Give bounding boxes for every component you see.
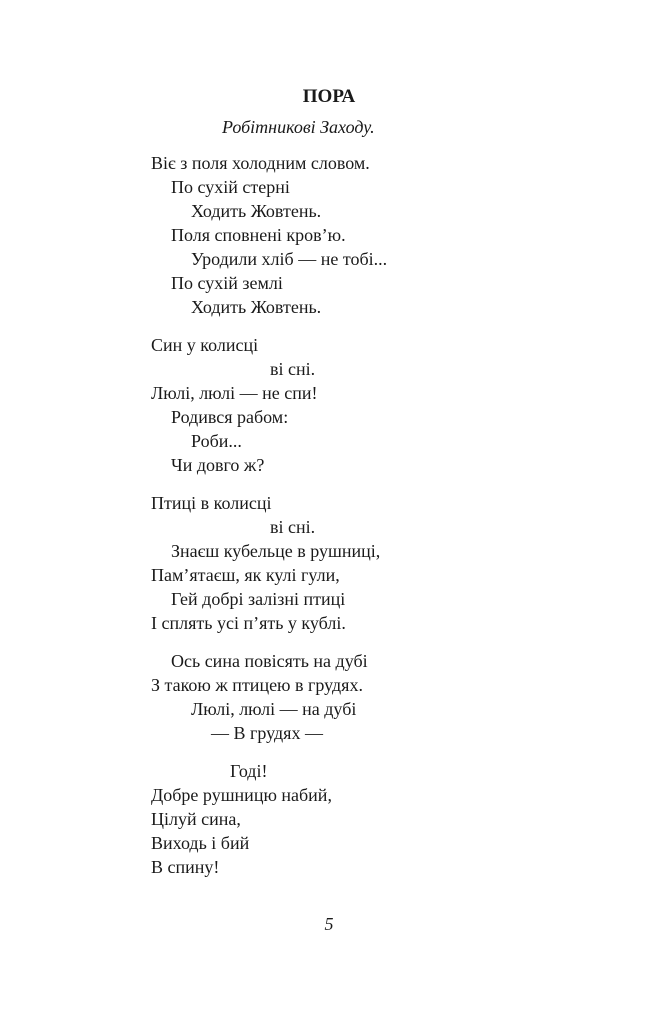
poem-line: Знаєш кубельце в рушниці, [171,541,381,561]
poem-line: Люлі, люлі — не спи! [151,383,318,403]
poem-line: Родився рабом: [171,407,289,427]
stanza-1 [151,151,571,319]
poem-body [151,151,571,893]
poem-line: Син у колисці [151,335,259,355]
poem-line: Ось сина повісять на дубі [171,651,368,671]
poem-line: Ходить Жовтень. [191,201,322,221]
poem-line: ві сні. [270,517,316,537]
poem-title: ПОРА [302,86,356,107]
poem-line: Поля сповнені кров’ю. [171,225,346,245]
poem-dedication: Робітникові Заходу. [222,117,375,137]
poem-line: З такою ж птицею в грудях. [151,675,363,695]
poem-line: — В грудях — [211,723,323,743]
poem-line: Цілуй сина, [151,809,241,829]
poem-line: Уродили хліб — не тобі... [191,249,388,269]
page-number: 5 [324,914,334,934]
poem-line: Ходить Жовтень. [191,297,322,317]
poem-line: Роби... [191,431,242,451]
poem-line: Пам’ятаєш, як кулі гули, [151,565,340,585]
poem-line: І сплять усі п’ять у кублі. [151,613,346,633]
stanza-2 [151,333,571,477]
poem-line: Птиці в колисці [151,493,272,513]
poem-line: Гей добрі залізні птиці [171,589,346,609]
poem-line: Годі! [230,761,268,781]
poem-line: Люлі, люлі — на дубі [191,699,357,719]
poem-line: Добре рушницю набий, [151,785,332,805]
poem-line: Чи довго ж? [171,455,265,475]
poem-line: По сухій землі [171,273,283,293]
poem-line: Віє з поля холодним словом. [151,153,370,173]
stanza-5 [151,759,571,879]
poem-line: Виходь і бий [151,833,250,853]
stanza-4 [151,649,571,745]
poem-line: ві сні. [270,359,316,379]
poem-line: По сухій стерні [171,177,290,197]
stanza-3 [151,491,571,635]
poem-line: В спину! [151,857,220,877]
